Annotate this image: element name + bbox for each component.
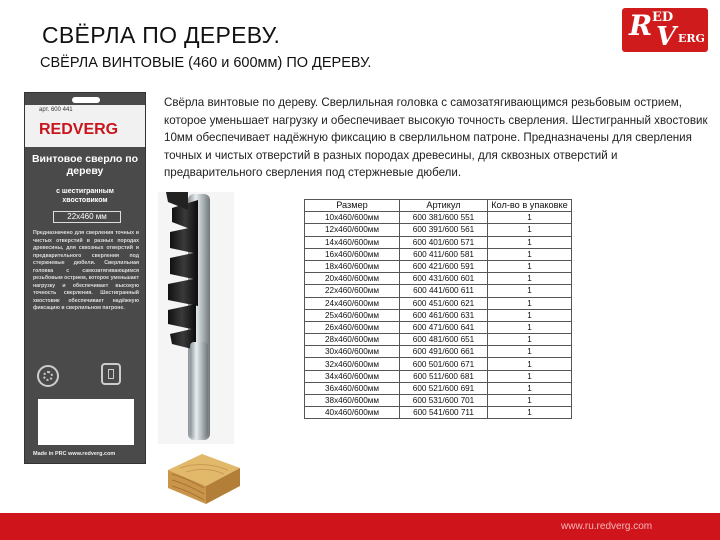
qty-cell: 1 — [488, 297, 572, 309]
qty-cell: 1 — [488, 224, 572, 236]
footer-url-link[interactable]: www.ru.redverg.com — [561, 521, 653, 532]
article-cell: 600 461/600 631 — [400, 309, 488, 321]
qty-cell: 1 — [488, 346, 572, 358]
article-cell: 600 391/600 561 — [400, 224, 488, 236]
size-cell: 24х460/600мм — [305, 297, 400, 309]
qty-cell: 1 — [488, 309, 572, 321]
redverg-logo: R ED V ERG — [622, 8, 708, 52]
size-cell: 30х460/600мм — [305, 346, 400, 358]
table-row — [305, 395, 572, 407]
table-row — [305, 334, 572, 346]
table-row — [305, 248, 572, 260]
article-cell: 600 451/600 621 — [400, 297, 488, 309]
page-subtitle: СВЁРЛА ВИНТОВЫЕ (460 и 600мм) ПО ДЕРЕВУ. — [40, 55, 372, 71]
package-size-label: 22х460 мм — [53, 211, 121, 223]
product-package-image — [24, 92, 146, 464]
article-cell: 600 421/600 591 — [400, 260, 488, 272]
table-row — [305, 370, 572, 382]
hang-hole — [72, 97, 100, 103]
size-cell: 14х460/600мм — [305, 236, 400, 248]
package-header — [25, 105, 145, 147]
footer-bar — [0, 513, 720, 540]
article-cell: 600 531/600 701 — [400, 395, 488, 407]
size-cell: 20х460/600мм — [305, 273, 400, 285]
qty-cell: 1 — [488, 370, 572, 382]
qty-cell: 1 — [488, 382, 572, 394]
package-brand: REDVERG — [39, 121, 119, 138]
spec-table — [304, 199, 572, 419]
table-row — [305, 382, 572, 394]
table-row — [305, 273, 572, 285]
qty-cell: 1 — [488, 273, 572, 285]
chuck-icon — [101, 363, 121, 385]
qty-cell: 1 — [488, 248, 572, 260]
auger-drill-bit-image — [158, 192, 234, 444]
article-cell: 600 511/600 681 — [400, 370, 488, 382]
package-shank-note: с шестигранным хвостовиком — [56, 188, 114, 204]
size-cell: 34х460/600мм — [305, 370, 400, 382]
col-header-qty: Кол-во в упаковке — [488, 200, 572, 212]
wood-block-image — [166, 448, 242, 506]
size-cell: 16х460/600мм — [305, 248, 400, 260]
table-row — [305, 407, 572, 419]
size-cell: 25х460/600мм — [305, 309, 400, 321]
package-made-in: Made in PRC www.redverg.com — [33, 451, 116, 457]
article-cell: 600 431/600 601 — [400, 273, 488, 285]
table-row — [305, 297, 572, 309]
package-product-name: Винтовое сверло по дереву — [31, 153, 139, 177]
page-title: СВЁРЛА ПО ДЕРЕВУ. — [42, 22, 281, 48]
size-cell: 26х460/600мм — [305, 321, 400, 333]
size-cell: 38х460/600мм — [305, 395, 400, 407]
article-cell: 600 491/600 661 — [400, 346, 488, 358]
size-cell: 10х460/600мм — [305, 212, 400, 224]
table-row — [305, 212, 572, 224]
article-cell: 600 471/600 641 — [400, 321, 488, 333]
size-cell: 32х460/600мм — [305, 358, 400, 370]
qty-cell: 1 — [488, 285, 572, 297]
package-window — [38, 399, 134, 445]
package-description: Предназначено для сверления точных и чистых отверстий в разных породах древесины, для сквозных отверстий и предварительного сверления под стержневые дюбели. Сверлильная головка с самозатягивающимся резьбовым острием, которое уменьшает нагрузку и обеспечивает высокую точность сверления. Шестигранный хвостовик обеспечивает надёжную фиксацию в сверлильном патроне. — [33, 230, 139, 311]
table-header-row — [305, 200, 572, 212]
qty-cell: 1 — [488, 236, 572, 248]
qty-cell: 1 — [488, 321, 572, 333]
article-cell: 600 441/600 611 — [400, 285, 488, 297]
col-header-size: Размер — [305, 200, 400, 212]
qty-cell: 1 — [488, 260, 572, 272]
table-row — [305, 236, 572, 248]
article-cell: 600 501/600 671 — [400, 358, 488, 370]
qty-cell: 1 — [488, 212, 572, 224]
table-row — [305, 346, 572, 358]
package-article: арт. 600 441 — [39, 107, 73, 113]
article-cell: 600 401/600 571 — [400, 236, 488, 248]
hex-shank-icon — [37, 365, 59, 387]
table-row — [305, 309, 572, 321]
article-cell: 600 541/600 711 — [400, 407, 488, 419]
size-cell: 22х460/600мм — [305, 285, 400, 297]
qty-cell: 1 — [488, 395, 572, 407]
table-row — [305, 358, 572, 370]
table-row — [305, 321, 572, 333]
table-row — [305, 285, 572, 297]
product-description: Свёрла винтовые по дереву. Сверлильная головка с самозатягивающимся резьбовым острием, которое уменьшает нагрузку и обеспечивает высокую точность сверления. Шестигранный хвостовик 10мм обеспечивает надёжную фиксацию в сверлильном патроне. Предназначены для сверления точных и чистых отверстий в разных породах древесины, для сквозных отверстий и предварительного сверления под стержневые дюбели. — [164, 96, 708, 180]
article-cell: 600 481/600 651 — [400, 334, 488, 346]
size-cell: 18х460/600мм — [305, 260, 400, 272]
col-header-article: Артикул — [400, 200, 488, 212]
table-row — [305, 260, 572, 272]
qty-cell: 1 — [488, 407, 572, 419]
qty-cell: 1 — [488, 358, 572, 370]
size-cell: 40х460/600мм — [305, 407, 400, 419]
article-cell: 600 411/600 581 — [400, 248, 488, 260]
table-row — [305, 224, 572, 236]
size-cell: 12х460/600мм — [305, 224, 400, 236]
size-cell: 36х460/600мм — [305, 382, 400, 394]
article-cell: 600 521/600 691 — [400, 382, 488, 394]
size-cell: 28х460/600мм — [305, 334, 400, 346]
qty-cell: 1 — [488, 334, 572, 346]
article-cell: 600 381/600 551 — [400, 212, 488, 224]
